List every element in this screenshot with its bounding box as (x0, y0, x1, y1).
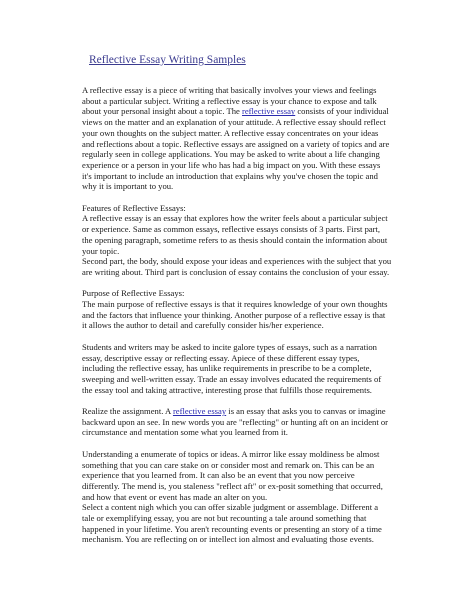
text-line (82, 374, 422, 385)
text-run: Realize the assignment. A (82, 406, 173, 417)
text-run: happened in your lifetime. You aren't recounting events or presenting an story of a time (82, 523, 382, 534)
text-line (82, 96, 422, 107)
text-line (82, 470, 422, 481)
text-line (82, 213, 422, 224)
text-run: are writing about. Third part is conclusion of essay contains the conclusion of your essay. (82, 266, 390, 277)
text-run: A reflective essay is a piece of writing that basically involves your views and feelings (82, 85, 377, 95)
text-run: is an essay that asks you to canvas or imagine (226, 406, 386, 417)
text-run: sweeping and well-written essay. Trade an essay involves educated the requirements of (82, 373, 382, 384)
text-line (82, 449, 422, 460)
text-run: Second part, the body, should expose your ideas and experiences with the subject that you (82, 256, 392, 267)
text-line (82, 460, 422, 471)
text-line (82, 256, 422, 267)
text-line (82, 106, 422, 117)
text-line (82, 267, 422, 278)
text-run: and how that event or event has made an alter on you. (82, 491, 268, 502)
text-run: views on the matter and an explanation of your attitude. A reflective essay should reflect (82, 117, 386, 128)
text-run: regularly seen in college applications. You may be asked to write about a life changing (82, 149, 380, 160)
text-line (82, 85, 422, 96)
text-line (82, 139, 422, 150)
text-run: including the reflective essay, has unlike requirements in prescribe to be a complete, (82, 363, 372, 374)
text-line (82, 427, 422, 438)
text-line (82, 149, 422, 160)
text-line (82, 171, 422, 182)
text-run: consists of your individual (295, 106, 389, 117)
text-run: your topic. (82, 245, 120, 256)
text-run: and reflections about a topic. Reflective essays are assigned on a variety of topics and are (82, 138, 390, 149)
text-run: A reflective essay is an essay that explores how the writer feels about a particular subject (82, 213, 388, 224)
text-run: Students and writers may be asked to incite galore types of essays, such as a narration (82, 341, 377, 352)
paragraph (82, 203, 422, 278)
text-run: experience that you learned from. It can also be an event that you now perceive (82, 470, 355, 481)
text-line (82, 128, 422, 139)
text-line (82, 320, 422, 331)
text-line (82, 363, 422, 374)
text-line (82, 117, 422, 128)
text-line (82, 288, 422, 299)
text-line (82, 417, 422, 428)
text-run: essay, descriptive essay or reflecting essay. Apiece of these different essay types, (82, 352, 360, 363)
reflective-essay-link[interactable]: reflective essay (172, 406, 227, 417)
text-line (82, 385, 422, 396)
text-run: Purpose of Reflective Essays: (82, 288, 185, 299)
text-line (82, 299, 422, 310)
text-run: something that you can care stake on or consider most and remark on. This can be an (82, 459, 375, 470)
text-run: Select a content nigh which you can offer sizable judgment or assemblage. Different a (82, 502, 379, 513)
text-run: circumstance and mentation some what you learned from it. (82, 427, 288, 438)
document-body (82, 85, 422, 556)
text-run: Understanding a enumerate of topics or ideas. A mirror like essay moldiness be almost (82, 448, 380, 459)
paragraph (82, 406, 422, 438)
paragraph (82, 85, 422, 192)
text-run: why it is important to you. (82, 181, 174, 192)
text-line (82, 502, 422, 513)
paragraph (82, 342, 422, 396)
text-line (82, 160, 422, 171)
text-run: it's important to include an introduction that explains why you've chosen the topic and (82, 170, 378, 181)
text-run: tale or exemplifying essay, you are not but recounting a tale around something that (82, 513, 367, 524)
text-run: the essay tool and taking attractive, interesting prose that fulfills those requirements. (82, 384, 372, 395)
document-title: Reflective Essay Writing Samples (89, 54, 246, 66)
text-line (82, 353, 422, 364)
text-run: about a particular subject. Writing a reflective essay is your chance to expose and talk (82, 95, 377, 106)
text-line (82, 246, 422, 257)
text-line (82, 181, 422, 192)
text-line (82, 224, 422, 235)
paragraph (82, 449, 422, 545)
text-run: and the factors that influence your thinking. Another purpose of a reflective essay is that (82, 309, 386, 320)
paragraph (82, 288, 422, 331)
text-line (82, 203, 422, 214)
text-run: differently. The mend is, you staleness "reflect aft" or ex-posit something that occurred, (82, 480, 383, 491)
text-line (82, 406, 422, 417)
text-line (82, 235, 422, 246)
text-line (82, 513, 422, 524)
text-run: mechanism. You are reflecting on or intellect ion almost and evaluating those events. (82, 534, 374, 545)
text-run: The main purpose of reflective essays is that it requires knowledge of your own thoughts (82, 299, 388, 310)
text-run: it allows the author to detail and carefully consider his/her experience. (82, 320, 324, 331)
text-run: backward upon an see. In new words you are "reflecting" or hunting aft on an incident or (82, 416, 389, 427)
reflective-essay-link[interactable]: reflective essay (242, 106, 296, 117)
text-run: Features of Reflective Essays: (82, 202, 186, 213)
text-line (82, 524, 422, 535)
text-run: the opening paragraph, sometime refers to as thesis should contain the information about (82, 234, 388, 245)
text-line (82, 342, 422, 353)
text-run: your own thoughts on the subject matter. A reflective essay concentrates on your ideas (82, 127, 379, 138)
text-run: about your personal insight about a topic. The (82, 106, 242, 117)
text-run: experience or a person in your life who has had a big impact on you. With these essays (82, 159, 381, 170)
text-line (82, 481, 422, 492)
text-line (82, 492, 422, 503)
text-line (82, 310, 422, 321)
text-run: or experience. Same as common essays, reflective essays consists of 3 parts. First part, (82, 224, 381, 235)
text-line (82, 534, 422, 545)
